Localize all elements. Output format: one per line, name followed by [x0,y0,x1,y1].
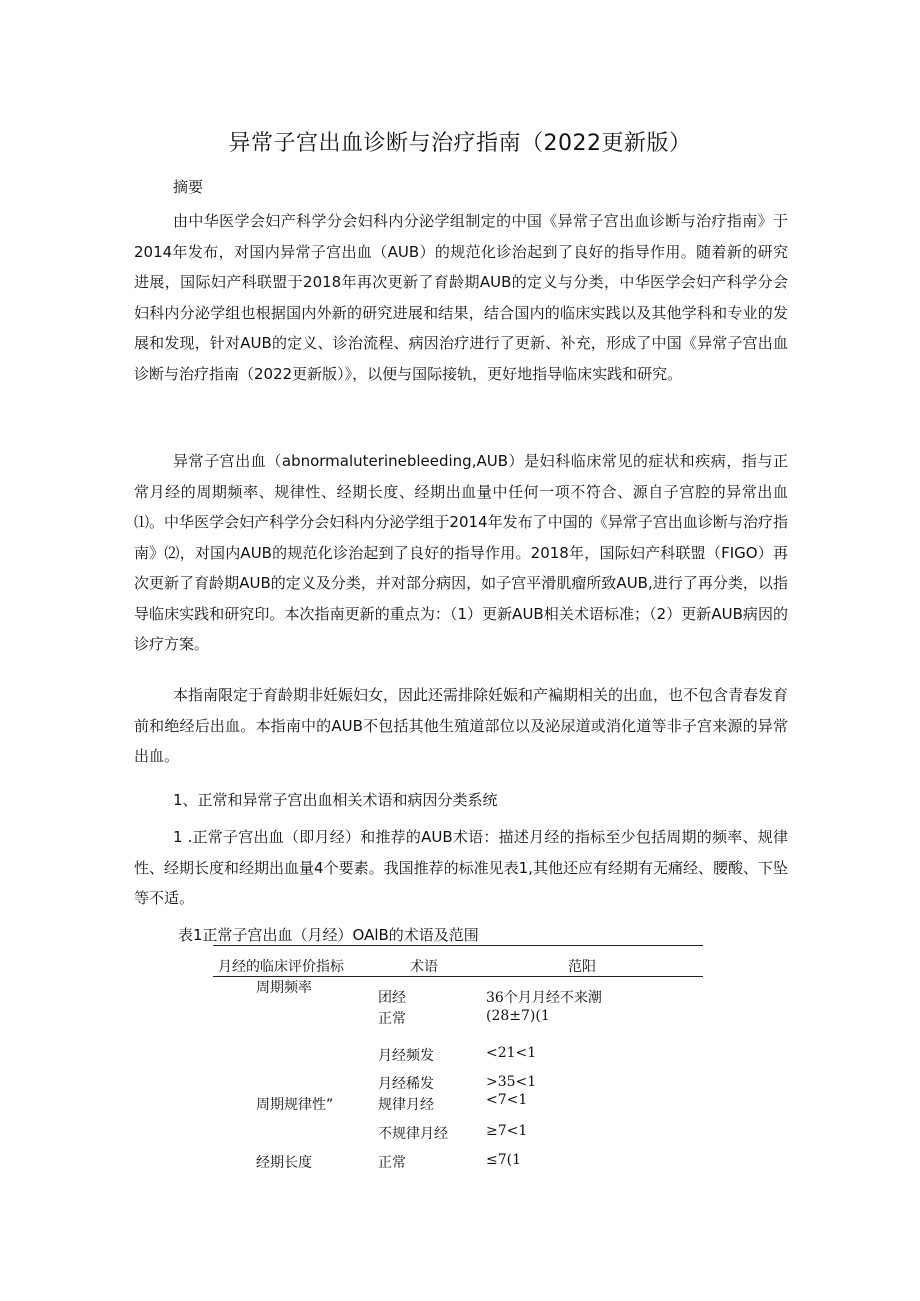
table-cell-range: (28±7)(1 [486,1008,550,1024]
table-header-term: 术语 [410,959,438,975]
table-cell-indicator: 周期频率 [256,980,312,996]
table-cell-term: 正常 [378,1011,406,1027]
table-cell-term: 正常 [378,1155,406,1171]
table-cell-range: >35<1 [486,1074,537,1090]
table-top-rule [213,945,703,946]
intro-paragraph: 异常子宫出血（abnormaluterinebleeding,AUB）是妇科临床常见的症状和疾病，指与正常月经的周期频率、规律性、经期长度、经期出血量中任何一项不符合、源自子宫腔的异常出血⑴。中华医学会妇产科学分会妇科内分泌学组于2014年发布了中国的《异常子宫出血诊断与治疗指南》⑵，对国内AUB的规范化诊治起到了良好的指导作用。2018年，国际妇产科联盟（FIGO）再次更新了育龄期AUB的定义及分类，并对部分病因，如子宫平滑肌瘤所致AUB,进行了再分类，以指导临床实践和研究印。本次指南更新的重点为：（1）更新AUB相关术语标准；（2）更新AUB病因的诊疗方案。 [134,452,788,653]
table-cell-range: ≥7<1 [486,1123,528,1139]
document-title: 异常子宫出血诊断与治疗指南（2022更新版） [228,131,692,156]
table-cell-term: 团经 [378,990,406,1006]
table-cell-range: ≤7(1 [486,1152,522,1168]
table-cell-indicator: 经期长度 [256,1155,312,1171]
table-cell-indicator: 周期规律性” [256,1097,334,1113]
table-caption: 表1正常子宫出血（月经）OAlB的术语及范围 [178,926,479,944]
table-cell-term: 月经频发 [378,1048,434,1064]
table-cell-range: <7<1 [486,1092,528,1108]
abstract-paragraph: 由中华医学会妇产科学分会妇科内分泌学组制定的中国《异常子宫出血诊断与治疗指南》于2014年发布，对国内异常子宫出血（AUB）的规范化诊治起到了良好的指导作用。随着新的研究进展，国际妇产科联盟于2018年再次更新了育龄期AUB的定义与分类，中华医学会妇产科学分会妇科内分泌学组也根据国内外新的研究进展和结果，结合国内的临床实践以及其他学科和专业的发展和发现，针对AUB的定义、诊治流程、病因治疗进行了更新、补充，形成了中国《异常子宫出血诊断与治疗指南（2022更新版）》，以便与国际接轨，更好地指导临床实践和研究。 [134,212,788,383]
abstract-label: 摘要 [173,178,204,196]
table-cell-term: 规律月经 [378,1097,434,1113]
section-heading: 1、正常和异常子宫出血相关术语和病因分类系统 [173,791,498,809]
table-cell-term: 不规律月经 [378,1126,448,1142]
table-header-indicator: 月经的临床评价指标 [218,959,344,975]
table-cell-term: 月经稀发 [378,1076,434,1092]
terminology-paragraph: 1 .正常子宫出血（即月经）和推荐的AUB术语：描述月经的指标至少包括周期的频率、规律性、经期长度和经期出血量4个要素。我国推荐的标准见表1,其他还应有经期有无痛经、腰酸、下坠等不适。 [134,828,788,907]
table-cell-range: <21<1 [486,1045,537,1061]
table-header-range: 范阳 [568,959,596,975]
table-cell-range: 36个月月经不来潮 [486,990,602,1006]
scope-paragraph: 本指南限定于育龄期非妊娠妇女，因此还需排除妊娠和产褊期相关的出血，也不包含青春发育前和绝经后出血。本指南中的AUB不包括其他生殖道部位以及泌尿道或消化道等非子宫来源的异常出血。 [134,686,789,765]
